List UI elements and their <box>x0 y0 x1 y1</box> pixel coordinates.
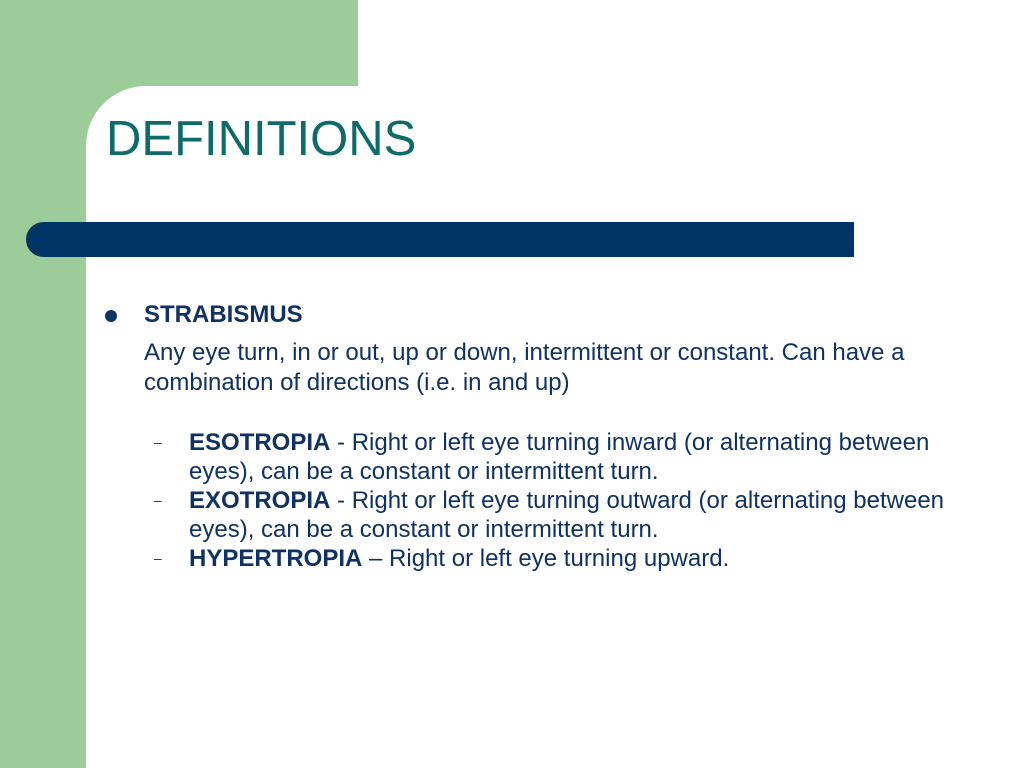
sub-item-esotropia <box>144 428 984 486</box>
dash-icon: – <box>154 492 162 508</box>
bullet-item-strabismus <box>104 300 984 398</box>
slide-title: DEFINITIONS <box>106 112 417 166</box>
term-separator: - <box>330 429 352 456</box>
term-definition: Right or left eye turning inward (or alternating between eyes), can be a constant or intermittent turn. <box>189 429 930 485</box>
term-label: HYPERTROPIA <box>189 545 363 572</box>
title-underline-bar <box>26 222 854 257</box>
term-label: EXOTROPIA <box>189 487 331 514</box>
term-separator: - <box>330 487 352 514</box>
dash-icon: – <box>154 434 162 450</box>
bullet-dot-icon <box>105 310 117 322</box>
sub-bullet-list <box>104 428 984 573</box>
term-label: ESOTROPIA <box>189 429 331 456</box>
term-definition: Right or left eye turning outward (or alternating between eyes), can be a constant or intermittent turn. <box>189 487 945 543</box>
term-separator: – <box>362 545 390 572</box>
sub-item-hypertropia <box>144 544 984 573</box>
sub-item-exotropia <box>144 486 984 544</box>
term-definition: Right or left eye turning upward. <box>389 545 730 572</box>
bullet-heading: STRABISMUS <box>144 301 303 328</box>
bullet-description: Any eye turn, in or out, up or down, intermittent or constant. Can have a combination of directions (i.e. in and up) <box>144 339 905 396</box>
slide-body <box>104 300 984 573</box>
dash-icon: – <box>154 550 162 566</box>
